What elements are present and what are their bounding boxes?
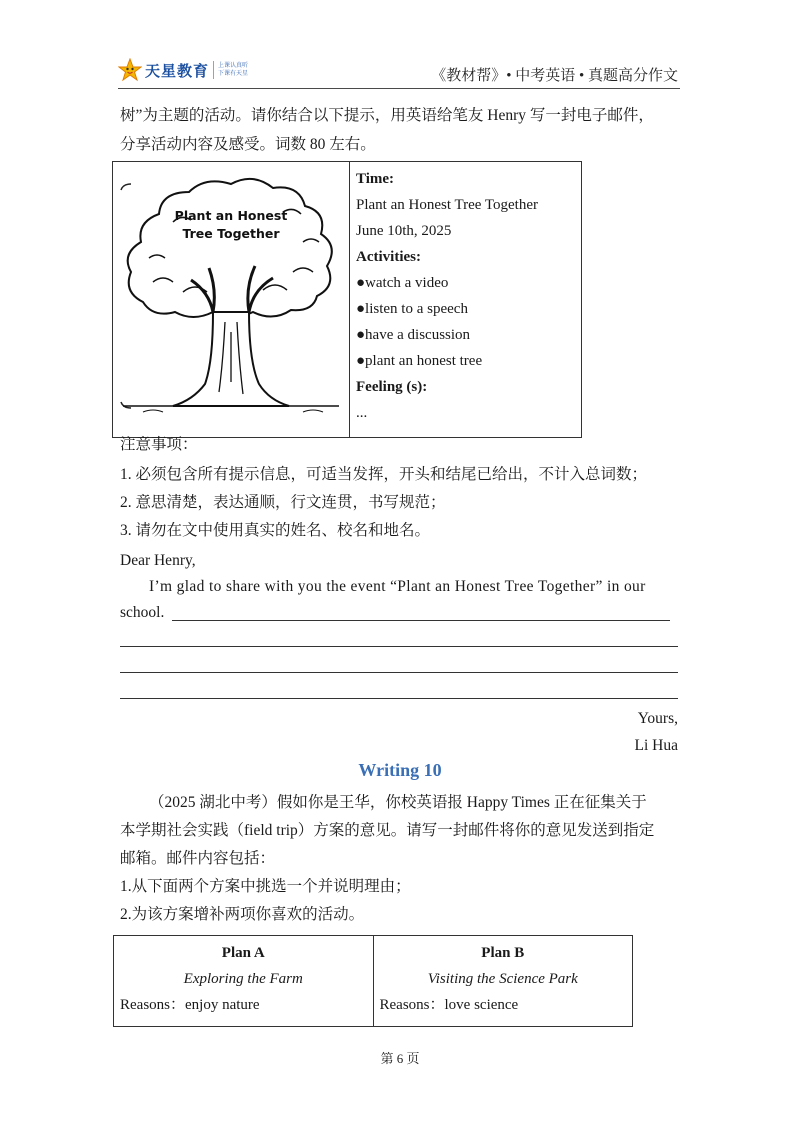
note-item-2: 2. 意思清楚，表达通顺，行文连贯，书写规范；	[120, 494, 446, 511]
letter-signature: Li Hua	[634, 737, 678, 754]
event-detail-line: Time:	[356, 171, 395, 187]
note-item-3: 3. 请勿在文中使用真实的姓名、校名和地名。	[120, 522, 431, 539]
logo-slogan	[218, 62, 248, 78]
writing10-line-2: 本学期社会实践（field trip）方案的意见。请写一封邮件将你的意见发送到指定	[120, 822, 655, 839]
event-detail-line: ●plant an honest tree	[356, 353, 483, 369]
intro-line-2: 分享活动内容及感受。词数 80 左右。	[120, 136, 376, 153]
event-detail-line: Feeling (s):	[356, 379, 428, 395]
event-detail-line: ●listen to a speech	[356, 301, 468, 317]
writing10-line-1: （2025 湖北中考）假如你是王华，你校英语报 Happy Times 正在征集关于	[149, 794, 647, 811]
writing-blank-line	[120, 646, 678, 647]
letter-salutation: Dear Henry,	[120, 552, 196, 569]
event-detail-line: June 10th, 2025	[356, 223, 452, 239]
plan-a-title: Exploring the Farm	[183, 971, 303, 987]
event-detail-line: ●watch a video	[356, 275, 449, 291]
plan-b-title: Visiting the Science Park	[427, 971, 578, 987]
tree-illustration-cell	[113, 162, 350, 438]
tree-canopy	[128, 179, 332, 317]
event-detail-line: ...	[356, 405, 368, 421]
page-number: 第 6 页	[380, 1051, 420, 1066]
tree-caption-line-1: Plant an Honest	[174, 208, 288, 223]
plans-table	[113, 935, 633, 1027]
letter-opening-line: I’m glad to share with you the event “Plant an Honest Tree Together” in our	[149, 578, 646, 595]
logo	[118, 56, 248, 84]
writing10-item-1: 1.从下面两个方案中挑选一个并说明理由；	[120, 878, 411, 895]
plan-b-name: Plan B	[481, 945, 525, 961]
logo-slogan-line-1: 上课认真听	[218, 62, 249, 69]
plan-b-cell	[373, 936, 633, 1027]
plan-a-cell	[114, 936, 374, 1027]
plan-a-reasons: Reasons：enjoy nature	[120, 997, 260, 1013]
writing-blank-line	[120, 672, 678, 673]
event-detail-line: Activities:	[356, 249, 421, 265]
event-details-cell	[350, 162, 582, 438]
tree-caption-line-2: Tree Together	[182, 226, 280, 241]
writing-blank-line	[120, 698, 678, 699]
writing10-line-3: 邮箱。邮件内容包括：	[120, 850, 276, 867]
note-item-1: 1. 必须包含所有提示信息，可适当发挥，开头和结尾已给出，不计入总词数；	[120, 466, 648, 483]
logo-divider	[213, 61, 214, 79]
tree-illustration	[113, 162, 349, 432]
notes-title: 注意事项：	[120, 436, 198, 453]
letter-line-2-start: school.	[120, 604, 165, 621]
event-detail-line: ●have a discussion	[356, 327, 471, 343]
header-book-title: 《教材帮》• 中考英语 • 真题高分作文	[431, 68, 678, 84]
plan-b-reasons: Reasons：love science	[379, 997, 519, 1013]
intro-line-1: 树”为主题的活动。请你结合以下提示，用英语给笔友 Henry 写一封电子邮件，	[120, 107, 654, 124]
event-details	[356, 166, 581, 426]
letter-closing: Yours,	[637, 710, 678, 727]
plan-a-name: Plan A	[221, 945, 265, 961]
page-header	[118, 52, 680, 89]
writing-blank-line	[172, 620, 670, 621]
writing10-item-2: 2.为该方案增补两项你喜欢的活动。	[120, 906, 365, 923]
logo-text: 天星教育	[145, 61, 210, 80]
section-heading: Writing 10	[358, 760, 442, 780]
event-detail-line: Plant an Honest Tree Together	[356, 197, 538, 213]
event-info-table	[112, 161, 582, 438]
star-logo-icon	[118, 58, 142, 82]
logo-slogan-line-2: 下课有天星	[218, 70, 249, 77]
